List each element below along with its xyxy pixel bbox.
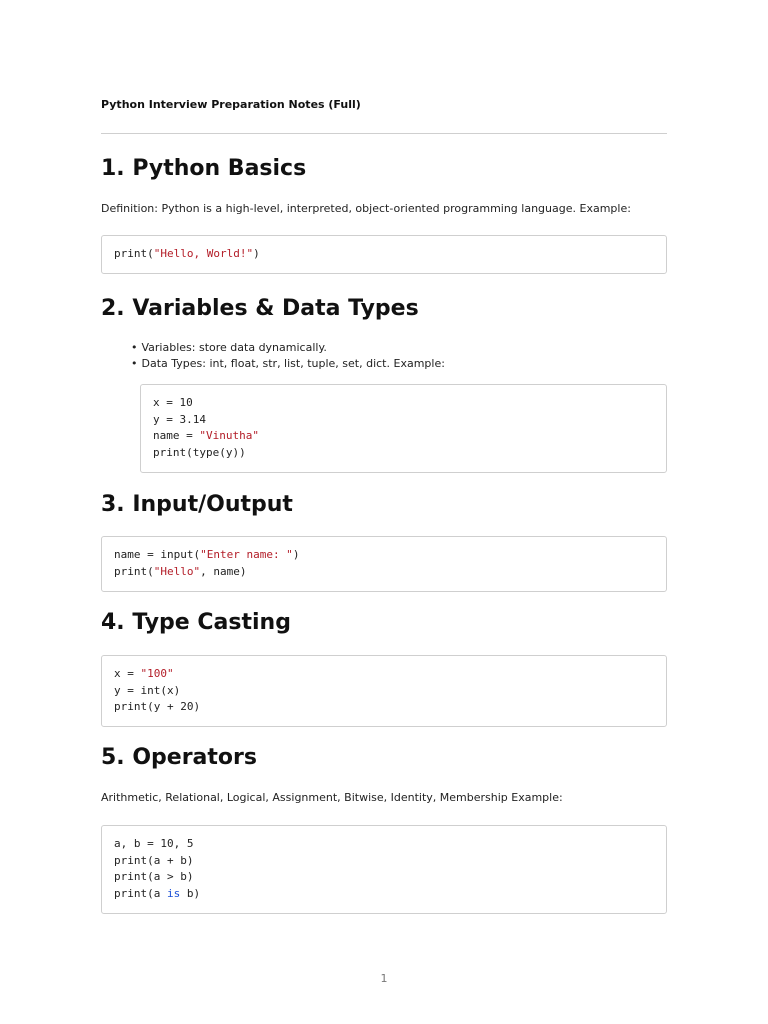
code-lines (114, 666, 200, 716)
code-lines (153, 395, 259, 461)
section-text-python-basics: Definition: Python is a high-level, interpreted, object-oriented programming language. Example: (101, 202, 631, 215)
code-line (114, 683, 200, 700)
code-token: print( (114, 564, 154, 578)
code-line (114, 699, 200, 716)
code-block-operators (101, 825, 667, 914)
code-line (153, 412, 259, 429)
code-token: is (166, 886, 181, 900)
section-heading-variables-data-types: 2. Variables & Data Types (101, 296, 419, 321)
bullet-icon: • (131, 341, 138, 354)
code-token: y = int(x) (114, 683, 181, 697)
code-lines (114, 547, 299, 580)
section-heading-input-output: 3. Input/Output (101, 492, 293, 517)
code-token: x = 10 (153, 396, 193, 409)
code-token: "Hello, World!" (153, 247, 254, 260)
code-token: x = (114, 667, 141, 680)
section-heading-python-basics: 1. Python Basics (101, 156, 307, 181)
code-line (114, 853, 200, 870)
code-token: "Hello" (153, 564, 201, 578)
code-token: "Vinutha" (199, 429, 259, 442)
code-block-input-output (101, 536, 667, 592)
code-block-type-casting (101, 655, 667, 727)
page-number: 1 (380, 972, 388, 985)
code-lines (114, 246, 260, 263)
code-line (114, 869, 200, 886)
section-text-operators: Arithmetic, Relational, Logical, Assignment, Bitwise, Identity, Membership Example: (101, 791, 563, 804)
document-title: Python Interview Preparation Notes (Full) (101, 98, 361, 111)
code-token: print(a (114, 886, 167, 900)
code-line (114, 666, 200, 683)
code-token: print(type(y)) (153, 445, 246, 459)
code-line (114, 246, 260, 263)
code-token: print( (114, 247, 154, 260)
code-token: y = 3.14 (153, 412, 206, 426)
code-token: ) (292, 548, 300, 561)
code-block-variables (140, 384, 667, 473)
code-token: b) (180, 886, 201, 900)
code-token: print(a > b) (114, 870, 194, 883)
bullet-list-variables (131, 340, 445, 372)
list-item (131, 340, 445, 356)
code-lines (114, 836, 200, 902)
title-divider (101, 133, 667, 134)
code-token: ) (253, 247, 260, 260)
code-line (153, 445, 259, 462)
code-line (114, 886, 200, 903)
code-token: name = input( (114, 548, 201, 561)
code-token: name = (153, 429, 200, 442)
bullet-icon: • (131, 357, 138, 370)
code-line (153, 428, 259, 445)
code-token: a, b = 10, 5 (114, 837, 194, 850)
code-token: "100" (140, 667, 174, 680)
code-line (114, 564, 299, 581)
code-line (153, 395, 259, 412)
code-line (114, 547, 299, 564)
code-token: "Enter name: " (200, 548, 293, 561)
bullet-text: Variables: store data dynamically. (141, 341, 327, 354)
list-item (131, 356, 445, 372)
code-token: print(y + 20) (114, 700, 201, 713)
bullet-text: Data Types: int, float, str, list, tuple, set, dict. Example: (141, 357, 445, 370)
code-line (114, 836, 200, 853)
code-token: print(a + b) (114, 853, 194, 867)
section-heading-type-casting: 4. Type Casting (101, 610, 291, 635)
code-token: , name) (200, 564, 247, 578)
code-block-python-basics (101, 235, 667, 274)
section-heading-operators: 5. Operators (101, 745, 257, 770)
